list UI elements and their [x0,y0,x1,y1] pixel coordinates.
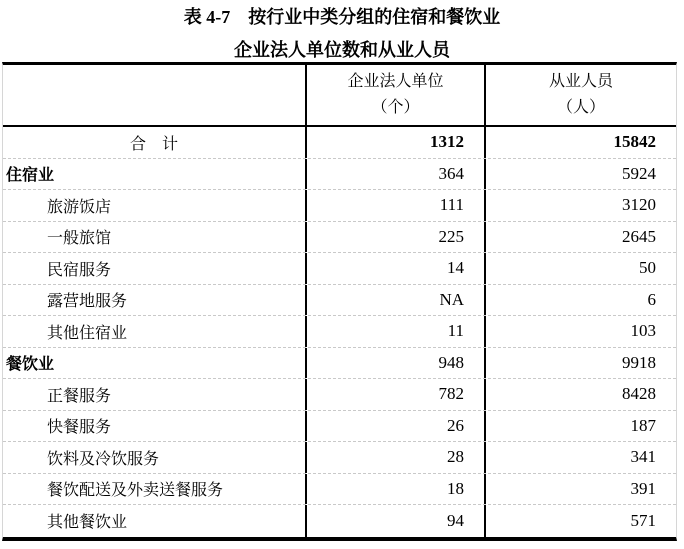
persons-value: 341 [484,442,676,473]
units-value: 28 [305,442,484,473]
units-value: NA [305,285,484,316]
persons-value: 15842 [484,127,676,158]
table-row [3,190,676,222]
header-persons-line1: 从业人员 [548,73,613,90]
header-units-line2: （个） [371,99,420,116]
row-label: 其他餐饮业 [47,514,128,532]
units-value: 94 [305,505,484,537]
persons-value: 6 [484,285,676,316]
row-label: 民宿服务 [47,261,112,279]
table-row-section [3,159,676,191]
table-row-section [3,348,676,380]
table-row [3,285,676,317]
header-empty-cell [3,65,305,125]
persons-value: 571 [484,505,676,537]
title-line-2: 企业法人单位数和从业人员 [234,40,450,60]
persons-value: 391 [484,474,676,505]
header-persons-line2: （人） [556,99,605,116]
units-value: 11 [305,316,484,347]
units-value: 948 [305,348,484,379]
table-row [3,505,676,537]
table-row [3,379,676,411]
persons-value: 3120 [484,190,676,221]
units-value: 111 [305,190,484,221]
units-value: 1312 [305,127,484,158]
table-row [3,442,676,474]
table-row [3,411,676,443]
units-value: 26 [305,411,484,442]
header-units-cell [305,65,484,125]
persons-value: 2645 [484,222,676,253]
row-label: 合 计 [129,135,178,153]
persons-value: 5924 [484,159,676,190]
persons-value: 187 [484,411,676,442]
header-persons-cell [484,65,676,125]
table-row [3,474,676,506]
table-header-row [3,65,676,127]
row-label: 露营地服务 [47,293,128,311]
table-row [3,222,676,254]
row-label: 快餐服务 [47,419,112,437]
row-label: 其他住宿业 [47,324,128,342]
units-value: 364 [305,159,484,190]
persons-value: 8428 [484,379,676,410]
statistics-table [2,62,677,541]
title-line-1: 表 4-7 按行业中类分组的住宿和餐饮业 [183,7,501,27]
row-label: 正餐服务 [47,387,112,405]
row-label: 住宿业 [6,167,55,185]
persons-value: 50 [484,253,676,284]
units-value: 18 [305,474,484,505]
table-row [3,316,676,348]
header-units-line1: 企业法人单位 [347,73,444,90]
row-label: 饮料及冷饮服务 [47,450,160,468]
row-label: 一般旅馆 [47,230,112,248]
persons-value: 9918 [484,348,676,379]
units-value: 225 [305,222,484,253]
table-title [0,0,684,61]
units-value: 14 [305,253,484,284]
table-row [3,253,676,285]
row-label: 餐饮配送及外卖送餐服务 [47,482,224,500]
row-label: 旅游饭店 [47,198,112,216]
row-label: 餐饮业 [6,356,55,374]
persons-value: 103 [484,316,676,347]
table-row-total [3,127,676,159]
units-value: 782 [305,379,484,410]
